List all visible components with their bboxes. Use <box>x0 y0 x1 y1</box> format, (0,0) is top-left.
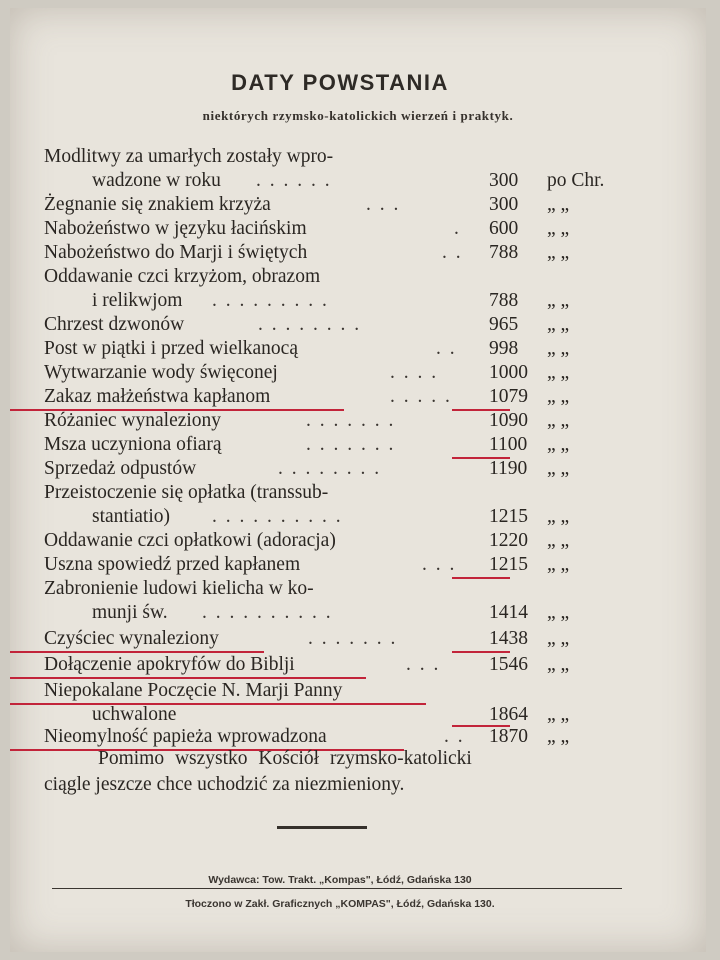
entry-text: Modlitwy za umarłych zostały wpro- <box>44 146 334 167</box>
divider <box>277 826 367 829</box>
entry-suffix: „ „ <box>547 434 570 455</box>
entry-text-continued: stantiatio) <box>92 506 170 527</box>
entry-year: 788 <box>489 242 519 263</box>
entry-suffix: „ „ <box>547 314 570 335</box>
entry-year: 998 <box>489 338 519 359</box>
entry-row <box>44 386 644 408</box>
entry-row <box>44 338 644 360</box>
entry-year: 600 <box>489 218 519 239</box>
entry-text: Chrzest dzwonów <box>44 314 185 335</box>
entry-text: Zakaz małżeństwa kapłanom <box>44 386 271 407</box>
entry-year: 1090 <box>489 410 528 431</box>
entry-row <box>44 362 644 384</box>
leader-dots: . . . <box>406 654 441 675</box>
entry-row-continued <box>44 170 644 192</box>
entry-text: Niepokalane Poczęcie N. Marji Panny <box>44 680 343 701</box>
page-subtitle: niektórych rzymsko-katolickich wierzeń i praktyk. <box>202 108 514 123</box>
entry-row <box>44 218 644 240</box>
entry-text: Sprzedaż odpustów <box>44 458 197 479</box>
entry-text: Wytwarzanie wody święconej <box>44 362 278 383</box>
entry-year: 1000 <box>489 362 528 383</box>
entry-suffix: „ „ <box>547 242 570 263</box>
entry-row <box>44 628 644 650</box>
entry-suffix: „ „ <box>547 726 570 747</box>
entry-text: Nabożeństwo do Marji i świętych <box>44 242 308 263</box>
entry-suffix: „ „ <box>547 386 570 407</box>
entry-suffix: „ „ <box>547 338 570 359</box>
leader-dots: . . . . . . . . . . <box>212 506 343 527</box>
leader-dots: . . . . . . . . . <box>212 290 329 311</box>
entry-text: Przeistoczenie się opłatka (transsub- <box>44 482 329 503</box>
leader-dots: . . . . . . . <box>306 434 396 455</box>
entry-suffix: „ „ <box>547 704 570 725</box>
entry-suffix: „ „ <box>547 654 570 675</box>
entry-text: Dołączenie apokryfów do Biblji <box>44 654 295 675</box>
leader-dots: . . . . . <box>390 386 452 407</box>
entry-row <box>44 654 644 676</box>
leader-dots: . . <box>436 338 457 359</box>
entry-row <box>44 554 644 576</box>
entry-suffix: „ „ <box>547 218 570 239</box>
entry-suffix: „ „ <box>547 290 570 311</box>
entry-row <box>44 434 644 456</box>
entry-year: 300 <box>489 194 519 215</box>
entry-row <box>44 680 644 702</box>
entry-year: 1215 <box>489 506 528 527</box>
entry-text-continued: munji św. <box>92 602 168 623</box>
entry-text: Oddawanie czci krzyżom, obrazom <box>44 266 321 287</box>
entry-year: 1870 <box>489 726 528 747</box>
entry-row <box>44 266 644 288</box>
entry-text-continued: i relikwjom <box>92 290 183 311</box>
entry-suffix: „ „ <box>547 458 570 479</box>
document-page <box>10 8 706 952</box>
entry-row-continued <box>44 506 644 528</box>
entry-row <box>44 482 644 504</box>
entry-year: 788 <box>489 290 519 311</box>
entry-suffix: „ „ <box>547 506 570 527</box>
entry-row <box>44 410 644 432</box>
closing-line: Pomimo wszystko Kościół rzymsko-katolicki <box>98 748 472 769</box>
leader-dots: . . . . . . . . <box>278 458 382 479</box>
entry-text-continued: wadzone w roku <box>92 170 221 191</box>
entry-year: 1100 <box>489 434 528 455</box>
entry-text: Uszna spowiedź przed kapłanem <box>44 554 301 575</box>
highlight-underline <box>10 651 264 653</box>
entry-year: 1546 <box>489 654 528 675</box>
entry-year: 1215 <box>489 554 528 575</box>
entry-suffix: „ „ <box>547 628 570 649</box>
entry-year: 1438 <box>489 628 528 649</box>
closing-paragraph <box>44 746 644 798</box>
entry-row <box>44 530 644 552</box>
leader-dots: . . . <box>422 554 457 575</box>
entry-row <box>44 194 644 216</box>
entry-text: Żegnanie się znakiem krzyża <box>44 194 271 215</box>
entry-year: 1190 <box>489 458 528 479</box>
leader-dots: . . . . . . . . . . <box>202 602 333 623</box>
page-title: DATY POWSTANIA <box>231 70 449 95</box>
leader-dots: . . . . . . . . <box>258 314 362 335</box>
entry-suffix: „ „ <box>547 530 570 551</box>
entry-row <box>44 242 644 264</box>
entry-year: 1864 <box>489 704 528 725</box>
entry-row <box>44 314 644 336</box>
leader-dots: . . <box>444 726 465 747</box>
entry-text-continued: uchwalone <box>92 704 177 725</box>
entry-text: Post w piątki i przed wielkanocą <box>44 338 298 359</box>
leader-dots: . . . <box>366 194 401 215</box>
entry-row-continued <box>44 602 644 624</box>
entry-suffix: „ „ <box>547 410 570 431</box>
entry-row-continued <box>44 704 644 726</box>
entry-row <box>44 726 644 748</box>
entry-year: 300 <box>489 170 519 191</box>
highlight-underline <box>10 677 366 679</box>
entry-suffix: „ „ <box>547 362 570 383</box>
leader-dots: . <box>454 218 461 239</box>
entry-text: Oddawanie czci opłatkowi (adoracja) <box>44 530 336 551</box>
leader-dots: . . <box>442 242 463 263</box>
highlight-underline <box>452 651 510 653</box>
entry-row <box>44 458 644 480</box>
entry-text: Nieomylność papieża wprowadzona <box>44 726 327 747</box>
entry-row <box>44 146 644 168</box>
footer-divider <box>52 888 622 889</box>
entry-text: Nabożeństwo w języku łacińskim <box>44 218 307 239</box>
leader-dots: . . . . . . <box>256 170 332 191</box>
entry-year: 965 <box>489 314 519 335</box>
leader-dots: . . . . . . . <box>308 628 398 649</box>
entry-year: 1414 <box>489 602 528 623</box>
entry-year: 1079 <box>489 386 528 407</box>
entry-row-continued <box>44 290 644 312</box>
entry-row <box>44 578 644 600</box>
entry-suffix: „ „ <box>547 554 570 575</box>
entry-text: Czyściec wynaleziony <box>44 628 219 649</box>
entry-suffix: „ „ <box>547 194 570 215</box>
leader-dots: . . . . <box>390 362 439 383</box>
publisher-note: Wydawca: Tow. Trakt. „Kompas", Łódź, Gdańska 130 <box>208 874 472 886</box>
entry-suffix: „ „ <box>547 602 570 623</box>
entry-suffix: po Chr. <box>547 170 605 191</box>
entry-year: 1220 <box>489 530 528 551</box>
closing-line: ciągle jeszcze chce uchodzić za niezmieniony. <box>44 774 405 795</box>
printer-note: Tłoczono w Zakł. Graficznych „KOMPAS", Łódź, Gdańska 130. <box>185 898 495 910</box>
entry-text: Msza uczyniona ofiarą <box>44 434 222 455</box>
entry-text: Zabronienie ludowi kielicha w ko- <box>44 578 314 599</box>
leader-dots: . . . . . . . <box>306 410 396 431</box>
entry-text: Różaniec wynaleziony <box>44 410 222 431</box>
